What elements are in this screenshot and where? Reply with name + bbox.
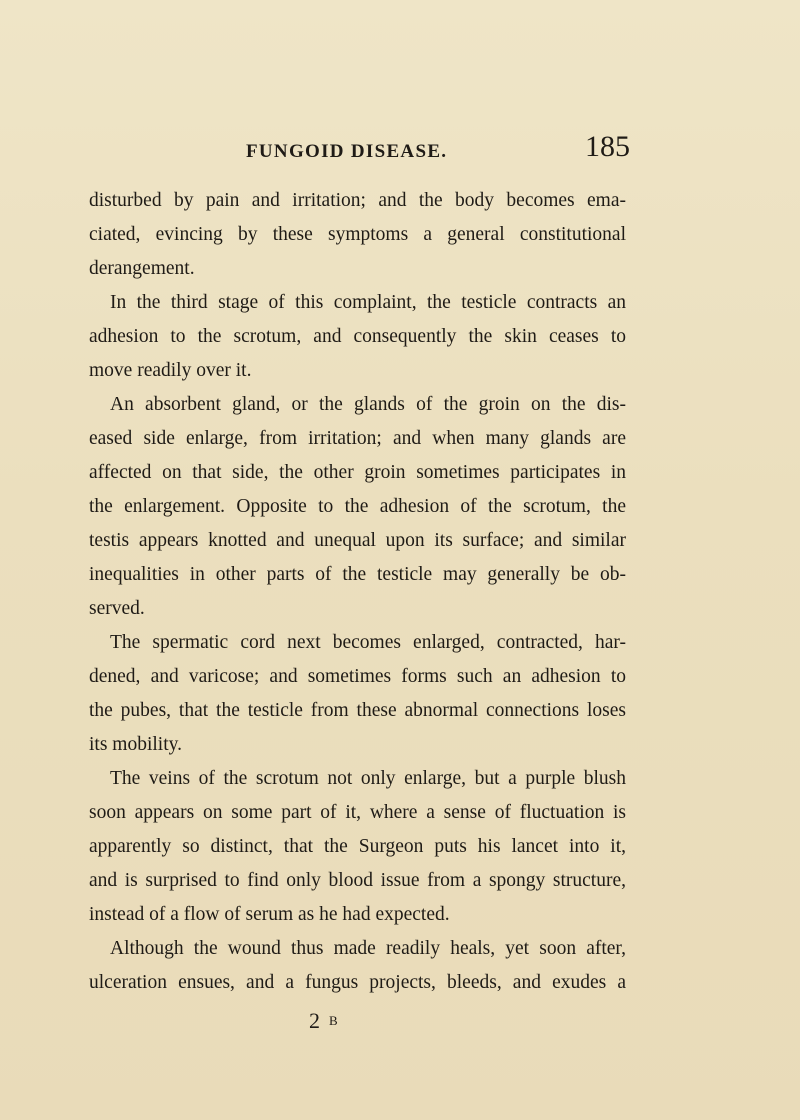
text-line: inequalities in other parts of the testicle may generally be ob-: [89, 564, 626, 585]
text-line: eased side enlarge, from irritation; and when many glands are: [89, 428, 626, 449]
text-line: its mobility.: [89, 734, 182, 755]
text-line: affected on that side, the other groin sometimes participates in: [89, 462, 626, 483]
text-line: Although the wound thus made readily heals, yet soon after,: [110, 938, 626, 959]
page-number: 185: [585, 130, 630, 163]
body-text: [89, 184, 626, 1000]
text-line: The veins of the scrotum not only enlarge, but a purple blush: [110, 768, 626, 789]
text-line: apparently so distinct, that the Surgeon puts his lancet into it,: [89, 836, 626, 857]
text-line: move readily over it.: [89, 360, 252, 381]
text-line: soon appears on some part of it, where a sense of fluctuation is: [89, 802, 626, 823]
text-line: adhesion to the scrotum, and consequently the skin ceases to: [89, 326, 626, 347]
text-line: served.: [89, 598, 145, 619]
text-line: derangement.: [89, 258, 195, 279]
text-line: the enlargement. Opposite to the adhesion of the scrotum, the: [89, 496, 626, 517]
text-line: disturbed by pain and irritation; and the body becomes ema-: [89, 190, 626, 211]
running-head: FUNGOID DISEASE.: [246, 141, 448, 162]
text-line: and is surprised to find only blood issue from a spongy structure,: [89, 870, 626, 891]
signature-mark: [309, 1008, 339, 1034]
text-line: In the third stage of this complaint, the testicle contracts an: [110, 292, 626, 313]
text-line: testis appears knotted and unequal upon its surface; and similar: [89, 530, 626, 551]
text-line: ulceration ensues, and a fungus projects, bleeds, and exudes a: [89, 972, 626, 993]
signature-letter: B: [329, 1013, 339, 1028]
text-line: The spermatic cord next becomes enlarged, contracted, har-: [110, 632, 626, 653]
text-line: ciated, evincing by these symptoms a general constitutional: [89, 224, 626, 245]
text-line: dened, and varicose; and sometimes forms such an adhesion to: [89, 666, 626, 687]
text-line: the pubes, that the testicle from these abnormal connections loses: [89, 700, 626, 721]
text-line: instead of a flow of serum as he had expected.: [89, 904, 450, 925]
signature-number: 2: [309, 1008, 321, 1033]
text-line: An absorbent gland, or the glands of the groin on the dis-: [110, 394, 626, 415]
